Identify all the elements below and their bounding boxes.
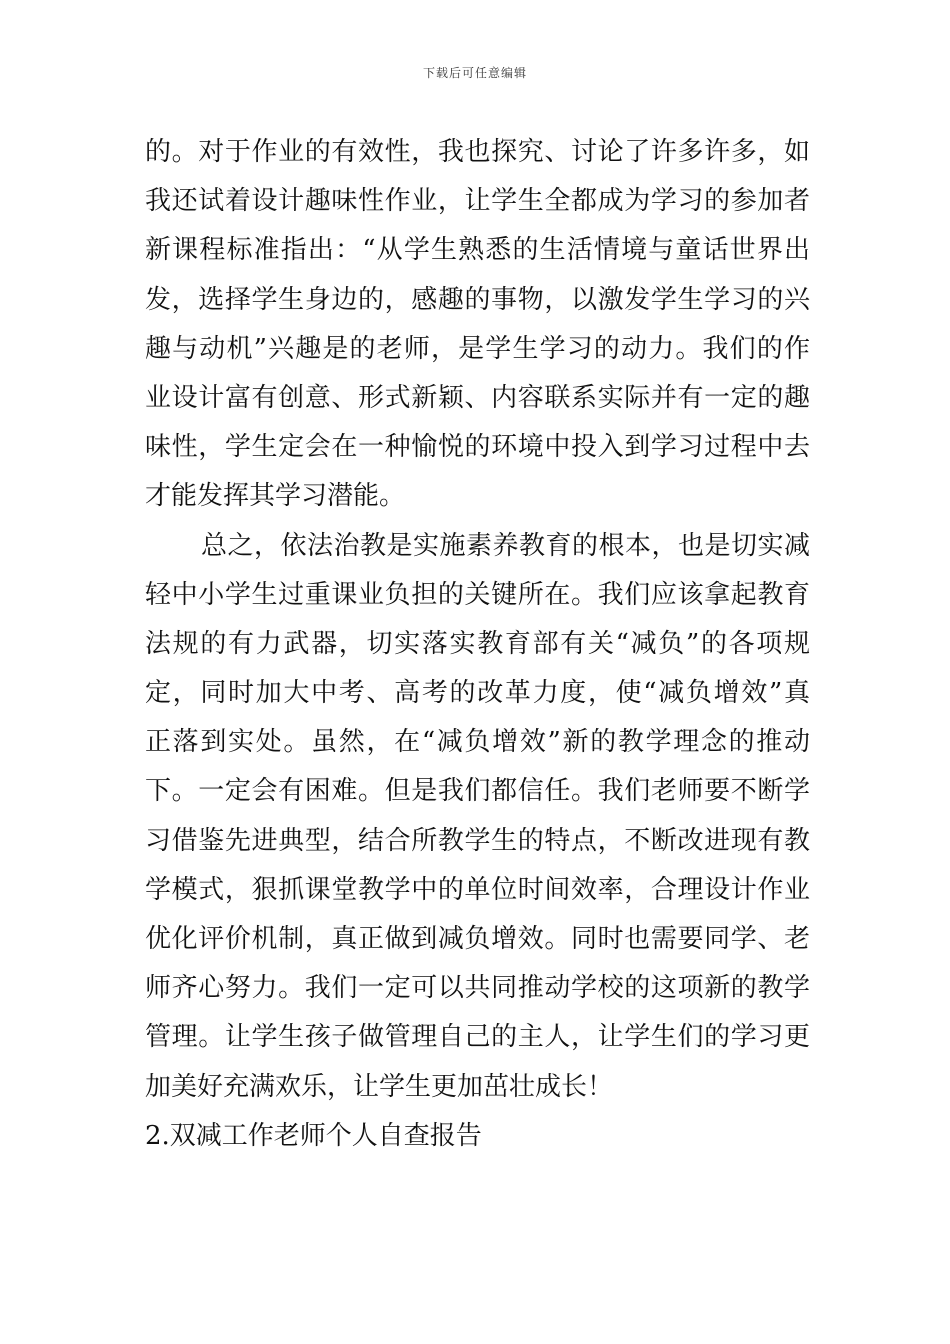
text-line: 业设计富有创意、形式新颖、内容联系实际并有一定的趣 (145, 382, 810, 413)
text-line: 定，同时加大中考、高考的改革力度，使“减负增效”真 (145, 678, 810, 709)
section-heading: 2.双减工作老师个人自查报告 (145, 1120, 482, 1151)
text-line: 加美好充满欢乐，让学生更加茁壮成长！ (145, 1071, 614, 1102)
paragraph-2 (145, 522, 810, 1112)
text-line: 的。对于作业的有效性，我也探究、讨论了许多许多，如 (145, 137, 810, 167)
text-line: 正落到实处。虽然，在“减负增效”新的教学理念的推动 (145, 727, 810, 758)
paragraph-1 (145, 128, 810, 522)
text-line: 趣与动机”兴趣是的老师，是学生学习的动力。我们的作 (145, 333, 810, 364)
text-line: 学模式，狠抓课堂教学中的单位时间效率，合理设计作业 (145, 874, 810, 905)
text-line: 总之，依法治教是实施素养教育的根本，也是切实减 (201, 530, 810, 561)
text-line: 师齐心努力。我们一定可以共同推动学校的这项新的教学 (145, 973, 810, 1004)
text-line: 才能发挥其学习潜能。 (145, 481, 406, 512)
text-line: 我还试着设计趣味性作业，让学生全都成为学习的参加者 (145, 186, 810, 217)
text-line: 新课程标准指出：“从学生熟悉的生活情境与童话世界出 (145, 235, 810, 266)
text-line: 管理。让学生孩子做管理自己的主人，让学生们的学习更 (145, 1022, 810, 1053)
text-line: 习借鉴先进典型，结合所教学生的特点，不断改进现有教 (145, 825, 810, 856)
text-line: 下。一定会有困难。但是我们都信任。我们老师要不断学 (145, 776, 810, 807)
document-body (145, 128, 810, 1161)
text-line: 发，选择学生身边的，感趣的事物，以激发学生学习的兴 (145, 284, 810, 315)
page-header: 下载后可任意编辑 (422, 66, 527, 80)
text-line: 优化评价机制，真正做到减负增效。同时也需要同学、老 (145, 924, 810, 954)
text-line: 轻中小学生过重课业负担的关键所在。我们应该拿起教育 (145, 579, 810, 610)
text-line: 味性，学生定会在一种愉悦的环境中投入到学习过程中去 (145, 432, 810, 463)
text-line: 法规的有力武器，切实落实教育部有关“减负”的各项规 (145, 628, 810, 659)
